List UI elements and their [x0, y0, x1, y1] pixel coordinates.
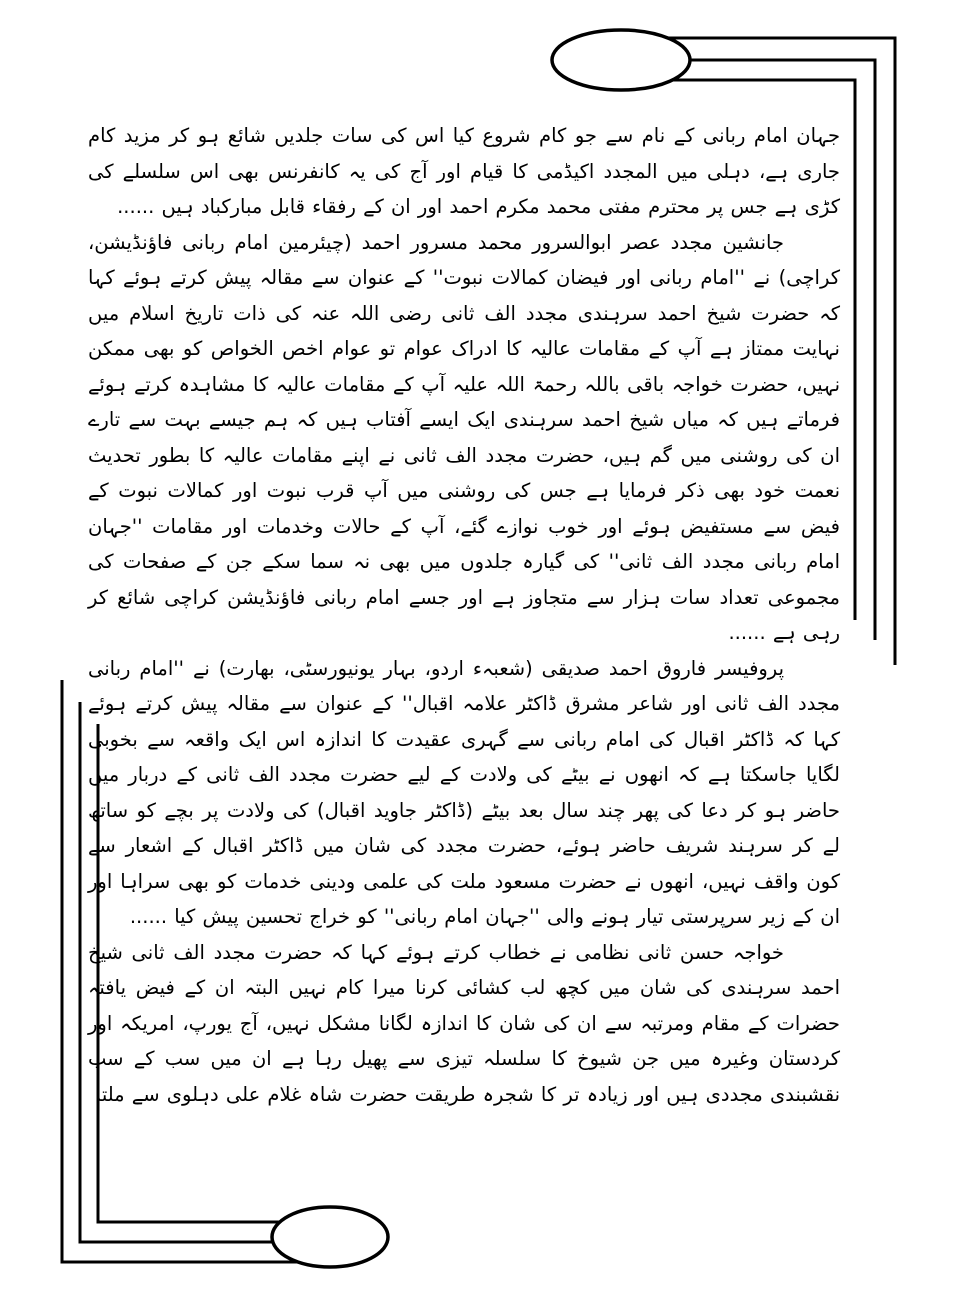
- paragraph-4: خواجہ حسن ثانی نظامی نے خطاب کرتے ہوئے کہا کہ حضرت مجدد الف ثانی شیخ احمد سرہندی کی شان میں کچھ لب کشائی کرنا میرا کام نہیں البتہ ان کے فیض یافتہ حضرات کے مقام ومرتبہ سے ان کی شان کا اندازہ لگانا مشکل نہیں، آج یورپ، امریکہ اور کردستان وغیرہ میں جن شیوخ کا سلسلہ تیزی سے پھیل رہا ہے ان میں سب کے سب نقشبندی مجددی ہیں اور زیادہ تر کا شجرہ طریقت حضرت شاہ غلام علی دہلوی سے ملتا: [88, 940, 840, 1106]
- bottom-ornament-oval: [272, 1207, 388, 1267]
- paragraph-3: پروفیسر فاروق احمد صدیقی (شعبہء اردو، بہار یونیورسٹی، بھارت) نے ''امام ربانی مجدد الف ثانی اور شاعر مشرق ڈاکٹر علامہ اقبال'' کے عنوان سے مقالہ پیش کرتے ہوئے کہا کہ ڈاکٹر اقبال کی امام ربانی سے گہری عقیدت کا اندازہ اس ایک واقعہ سے بخوبی لگایا جاسکتا ہے کہ انھوں نے بیٹے کی ولادت کے لیے حضرت مجدد الف ثانی کے دربار میں حاضر ہو کر دعا کی پھر چند سال بعد بیٹے (ڈاکٹر جاوید اقبال) کی ولادت پر بچے کو ساتھ لے کر سرہند شریف حاضر ہوئے، حضرت مجدد کی شان میں ڈاکٹر اقبال کے اشعار سے کون واقف نہیں، انھوں نے حضرت مسعود ملت کی علمی ودینی خدمات کو بھی سراہا اور ان کے زیر سرپرستی تیار ہونے والی ''جہان امام ربانی'' کو خراج تحسین پیش کیا ......: [88, 656, 840, 928]
- paragraph-2: جانشین مجدد عصر ابوالسرور محمد مسرور احمد (چیئرمین امام ربانی فاؤنڈیشن، کراچی) نے ''امام ربانی اور فیضان کمالات نبوت'' کے عنوان سے مقالہ پیش کرتے ہوئے کہا کہ حضرت شیخ احمد سرہندی مجدد الف ثانی رضی اللہ عنہ کی ذات تاریخ اسلام میں نہایت ممتاز ہے آپ کے مقامات عالیہ کا ادراک عوام تو عوام اخص الخواص کو بھی ممکن نہیں، حضرت خواجہ باقی باللہ رحمۃ اللہ علیہ آپ کے مقامات عالیہ کا مشاہدہ کرتے ہوئے فرماتے ہیں کہ میاں شیخ احمد سرہندی ایک ایسے آفتاب ہیں کہ ہم جیسے بہت سے تارے ان کی روشنی میں گم ہیں، حضرت مجدد الف ثانی نے اپنے مقامات عالیہ کا بطور تحدیث نعمت خود بھی ذکر فرمایا ہے جس کی روشنی میں آپ قرب نبوت اور کمالات نبوت کے فیض سے مستفیض ہوئے اور خوب نوازے گئے، آپ کے حالات وخدمات اور مقامات ''جہان امام ربانی مجدد الف ثانی'' کی گیارہ جلدوں میں بھی نہ سما سکے جن کے صفحات کی مجموعی تعداد سات ہزار سے متجاوز ہے اور جسے امام ربانی فاؤنڈیشن کراچی شائع کر رہی ہے ......: [88, 230, 840, 644]
- top-ornament-oval: [552, 30, 690, 90]
- paragraph-1: جہان امام ربانی کے نام سے جو کام شروع کیا اس کی سات جلدیں شائع ہو کر مزید کام جاری ہے، دہلی میں المجدد اکیڈمی کا قیام اور آج کی یہ کانفرنس بھی اس سلسلے کی کڑی ہے جس پر محترم مفتی محمد مکرم احمد اور ان کے رفقاء قابل مبارکباد ہیں ......: [88, 124, 840, 218]
- urdu-text-body: [88, 118, 840, 1112]
